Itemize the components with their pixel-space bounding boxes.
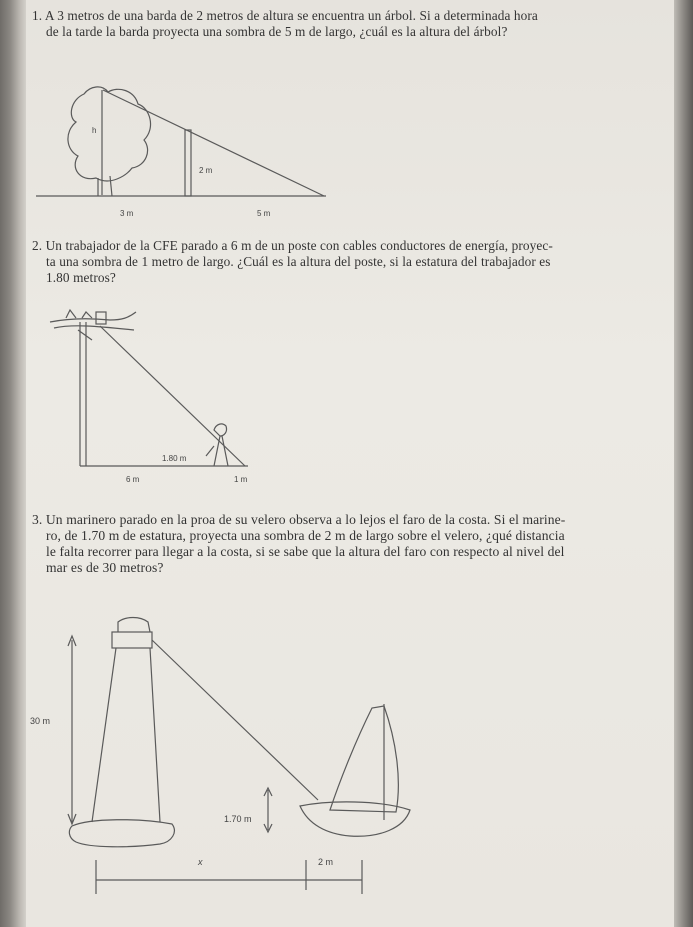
- problem-2-line-1: 2. Un trabajador de la CFE parado a 6 m de un poste con cables conductores de energía, proyec-: [32, 238, 553, 253]
- tree-fence-distance-label: 3 m: [120, 209, 134, 218]
- fence-rect: [185, 130, 191, 196]
- pole-distance-label: 6 m: [126, 475, 140, 484]
- problem-1-line-1: 1. A 3 metros de una barda de 2 metros de altura se encuentra un árbol. Si a determinada hora: [32, 8, 538, 23]
- power-cable-2: [54, 326, 134, 330]
- figure-1-tree-fence: [36, 87, 326, 218]
- worker-figure: [206, 424, 228, 466]
- problem-3-line-4: mar es de 30 metros?: [46, 560, 164, 575]
- boat-sail: [330, 706, 398, 812]
- lighthouse-lamp-top: [118, 618, 150, 633]
- pole-top-box: [96, 312, 106, 324]
- pole-insulators: [66, 310, 92, 318]
- tree-trunk-right: [110, 176, 112, 196]
- lighthouse-tower: [92, 648, 160, 822]
- problem-1-line-2: de la tarde la barda proyecta una sombra de 5 m de largo, ¿cuál es la altura del árbol?: [46, 24, 508, 39]
- problem-2-line-3: 1.80 metros?: [46, 270, 116, 285]
- unknown-distance-label: x: [198, 857, 203, 867]
- lighthouse-height-label: 30 m: [30, 716, 51, 726]
- problem-3-line-3: le falta recorrer para llegar a la costa, si se sabe que la altura del faro con respecto al nivel del: [46, 544, 565, 559]
- problem-3-line-1: 3. Un marinero parado en la proa de su velero observa a lo lejos el faro de la costa. Si el marine-: [32, 512, 566, 527]
- sun-ray-line: [103, 90, 324, 196]
- tree-crown-outline: [68, 87, 151, 181]
- problem-3-line-2: ro, de 1.70 m de estatura, proyecta una sombra de 2 m de largo sobre el velero, ¿qué distancia: [46, 528, 565, 543]
- boat-hull: [300, 802, 410, 836]
- figure-2-pole-worker: [50, 310, 248, 484]
- sun-ray-line-3: [152, 640, 318, 800]
- power-cable-1: [50, 312, 136, 322]
- sailor-shadow-label: 2 m: [318, 857, 334, 867]
- sailor-height-label: 1.70 m: [224, 814, 252, 824]
- worker-shadow-label: 1 m: [234, 475, 248, 484]
- lighthouse-base: [69, 820, 174, 847]
- fence-height-label: 2 m: [199, 166, 213, 175]
- tree-h-label: h: [92, 126, 97, 135]
- figure-3-lighthouse-boat: [30, 618, 410, 895]
- shadow-length-label: 5 m: [257, 209, 271, 218]
- problem-2-line-2: ta una sombra de 1 metro de largo. ¿Cuál es la altura del poste, si la estatura del trabajador es: [46, 254, 551, 269]
- worker-height-label: 1.80 m: [162, 454, 187, 463]
- lighthouse-lamp-room: [112, 632, 152, 648]
